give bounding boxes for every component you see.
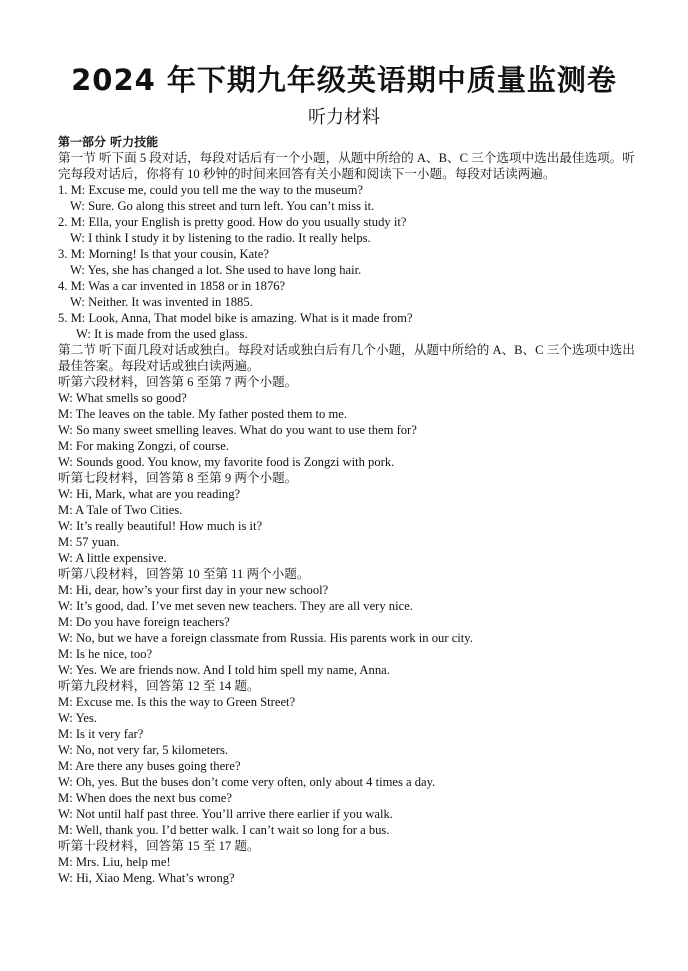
material-7-line: M: A Tale of Two Cities. bbox=[58, 503, 183, 517]
page-subtitle: 听力材料 bbox=[308, 107, 380, 128]
material-9-line: W: Oh, yes. But the buses don’t come very often, only about 4 times a day. bbox=[58, 775, 436, 789]
material-9-line: M: Is it very far? bbox=[58, 727, 144, 741]
material-9-heading: 听第九段材料，回答第 12 至 14 题。 bbox=[58, 679, 260, 693]
material-8-heading: 听第八段材料，回答第 10 至第 11 两个小题。 bbox=[58, 567, 310, 581]
material-10-line: W: Hi, Xiao Meng. What’s wrong? bbox=[58, 871, 235, 885]
material-6-line: W: So many sweet smelling leaves. What do you want to use them for? bbox=[58, 423, 417, 437]
material-6-line: M: The leaves on the table. My father posted them to me. bbox=[58, 407, 347, 421]
material-9-line: W: No, not very far, 5 kilometers. bbox=[58, 743, 229, 757]
material-8-line: W: Yes. We are friends now. And I told him spell my name, Anna. bbox=[58, 663, 390, 677]
material-8-line: M: Do you have foreign teachers? bbox=[58, 615, 230, 629]
material-8-line: W: It’s good, dad. I’ve met seven new teachers. They are all very nice. bbox=[58, 599, 413, 613]
dialogue-2-w: W: I think I study it by listening to the radio. It really helps. bbox=[70, 231, 371, 245]
material-9-line: M: Are there any buses going there? bbox=[58, 759, 241, 773]
material-7-heading: 听第七段材料，回答第 8 至第 9 两个小题。 bbox=[58, 471, 298, 485]
section2-instructions: 第二节 听下面几段对话或独白。每段对话或独白后有几个小题，从题中所给的 A、B、C 三个选项中选出最佳答案。每段对话或独白读两遍。 bbox=[58, 343, 635, 373]
material-8-line: M: Is he nice, too? bbox=[58, 647, 153, 661]
material-9-line: M: When does the next bus come? bbox=[58, 791, 232, 805]
part1-heading: 第一部分 听力技能 bbox=[58, 135, 159, 149]
material-8-line: W: No, but we have a foreign classmate from Russia. His parents work in our city. bbox=[58, 631, 473, 645]
dialogue-3-w: W: Yes, she has changed a lot. She used to have long hair. bbox=[70, 263, 362, 277]
dialogue-5-m: 5. M: Look, Anna, That model bike is amazing. What is it made from? bbox=[58, 311, 413, 325]
page-title: 2024 年下期九年级英语期中质量监测卷 bbox=[71, 63, 617, 97]
dialogue-1-w: W: Sure. Go along this street and turn left. You can’t miss it. bbox=[70, 199, 375, 213]
material-9-line: W: Yes. bbox=[58, 711, 98, 725]
dialogue-3-m: 3. M: Morning! Is that your cousin, Kate? bbox=[58, 247, 269, 261]
material-7-line: W: A little expensive. bbox=[58, 551, 167, 565]
material-10-heading: 听第十段材料，回答第 15 至 17 题。 bbox=[58, 839, 260, 853]
material-7-line: M: 57 yuan. bbox=[58, 535, 120, 549]
section1-instructions: 第一节 听下面 5 段对话，每段对话后有一个小题，从题中所给的 A、B、C 三个选项中选出最佳选项。听完每段对话后，你将有 10 秒钟的时间来回答有关小题和阅读下一小题。每段对话读两遍。 bbox=[58, 151, 635, 181]
dialogue-2-m: 2. M: Ella, your English is pretty good. How do you usually study it? bbox=[58, 215, 407, 229]
material-7-line: W: Hi, Mark, what are you reading? bbox=[58, 487, 241, 501]
dialogue-1-m: 1. M: Excuse me, could you tell me the way to the museum? bbox=[58, 183, 363, 197]
material-7-line: W: It’s really beautiful! How much is it? bbox=[58, 519, 263, 533]
dialogue-4-m: 4. M: Was a car invented in 1858 or in 1876? bbox=[58, 279, 286, 293]
material-9-line: M: Well, thank you. I’d better walk. I can’t wait so long for a bus. bbox=[58, 823, 390, 837]
material-9-line: M: Excuse me. Is this the way to Green Street? bbox=[58, 695, 296, 709]
material-6-heading: 听第六段材料，回答第 6 至第 7 两个小题。 bbox=[58, 375, 298, 389]
material-6-line: W: What smells so good? bbox=[58, 391, 187, 405]
document-body bbox=[58, 134, 636, 886]
material-6-line: M: For making Zongzi, of course. bbox=[58, 439, 230, 453]
dialogue-4-w: W: Neither. It was invented in 1885. bbox=[70, 295, 253, 309]
material-9-line: W: Not until half past three. You’ll arrive there earlier if you walk. bbox=[58, 807, 393, 821]
material-10-line: M: Mrs. Liu, help me! bbox=[58, 855, 171, 869]
material-8-line: M: Hi, dear, how’s your first day in your new school? bbox=[58, 583, 329, 597]
material-6-line: W: Sounds good. You know, my favorite food is Zongzi with pork. bbox=[58, 455, 395, 469]
dialogue-5-w: W: It is made from the used glass. bbox=[76, 327, 248, 341]
